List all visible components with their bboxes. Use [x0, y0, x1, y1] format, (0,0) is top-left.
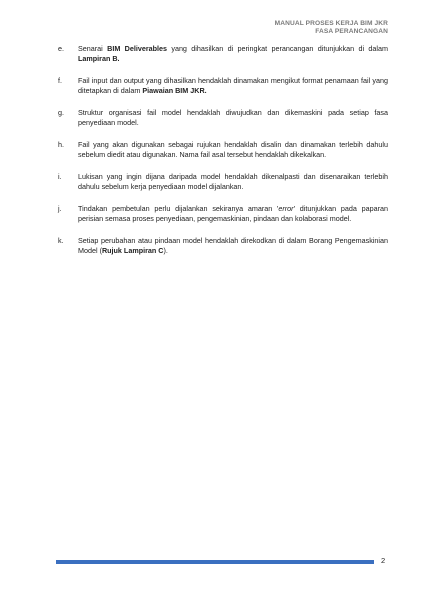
- list-item: [58, 76, 388, 96]
- list-item: [58, 140, 388, 160]
- text-run: Struktur organisasi fail model hendaklah diwujudkan dan dikemaskini pada setiap fasa penyediaan model.: [78, 108, 388, 127]
- list-item-letter: h.: [58, 140, 64, 149]
- list-item-letter: g.: [58, 108, 64, 117]
- list-item-text: [78, 172, 388, 191]
- bold-term: Piawaian BIM JKR.: [142, 86, 207, 95]
- list-item-text: [78, 44, 388, 63]
- page-number: 2: [381, 556, 386, 565]
- bold-term: Lampiran B.: [78, 54, 120, 63]
- list-item-letter: i.: [58, 172, 62, 181]
- list-item: [58, 172, 388, 192]
- guideline-list: [58, 44, 388, 268]
- header-manual-title: MANUAL PROSES KERJA BIM JKR: [274, 20, 388, 27]
- text-run: Senarai: [78, 44, 108, 53]
- list-item-text: [78, 236, 388, 255]
- list-item: [58, 108, 388, 128]
- text-run: ).: [163, 246, 168, 255]
- bold-term: Rujuk Lampiran C: [101, 246, 164, 255]
- text-run: Lukisan yang ingin dijana daripada model hendaklah dikenalpasti dan disenaraikan terlebih dahulu sebelum kerja penyediaan model dijalankan.: [78, 172, 388, 191]
- bold-term: BIM Deliverables: [107, 44, 167, 53]
- list-item-letter: e.: [58, 44, 64, 53]
- list-item-text: [78, 140, 388, 159]
- text-run: Fail input dan output yang dihasilkan hendaklah dinamakan mengikut format penamaan fail yang ditetapkan di dalam: [78, 76, 388, 95]
- list-item: [58, 44, 388, 64]
- list-item-text: [78, 108, 388, 127]
- list-item-text: [78, 204, 388, 223]
- header-phase-title: FASA PERANCANGAN: [315, 28, 388, 36]
- list-item-letter: j.: [58, 204, 62, 213]
- list-item-letter: k.: [58, 236, 64, 245]
- italic-term: error: [278, 204, 294, 213]
- text-run: Fail yang akan digunakan sebagai rujukan hendaklah disalin dan dinamakan terlebih dahulu sebelum diedit atau digunakan. Nama fail asal tersebut hendaklah dikekalkan.: [78, 140, 388, 159]
- text-run: ' ditunjukkan pada paparan perisian semasa proses penyediaan, pengemaskinian, pindaan dan kolaborasi model.: [78, 204, 389, 223]
- list-item-text: [78, 76, 388, 95]
- running-header: [275, 20, 388, 37]
- footer-bar: [56, 560, 374, 564]
- list-item-letter: f.: [58, 76, 62, 85]
- text-run: yang dihasilkan di peringkat perancangan ditunjukkan di dalam: [167, 44, 388, 53]
- list-item: [58, 236, 388, 256]
- text-run: Setiap perubahan atau pindaan model hendaklah direkodkan di dalam Borang Pengemaskinian Model (: [78, 236, 388, 255]
- list-item: [58, 204, 388, 224]
- text-run: Tindakan pembetulan perlu dijalankan sekiranya amaran ': [78, 204, 279, 213]
